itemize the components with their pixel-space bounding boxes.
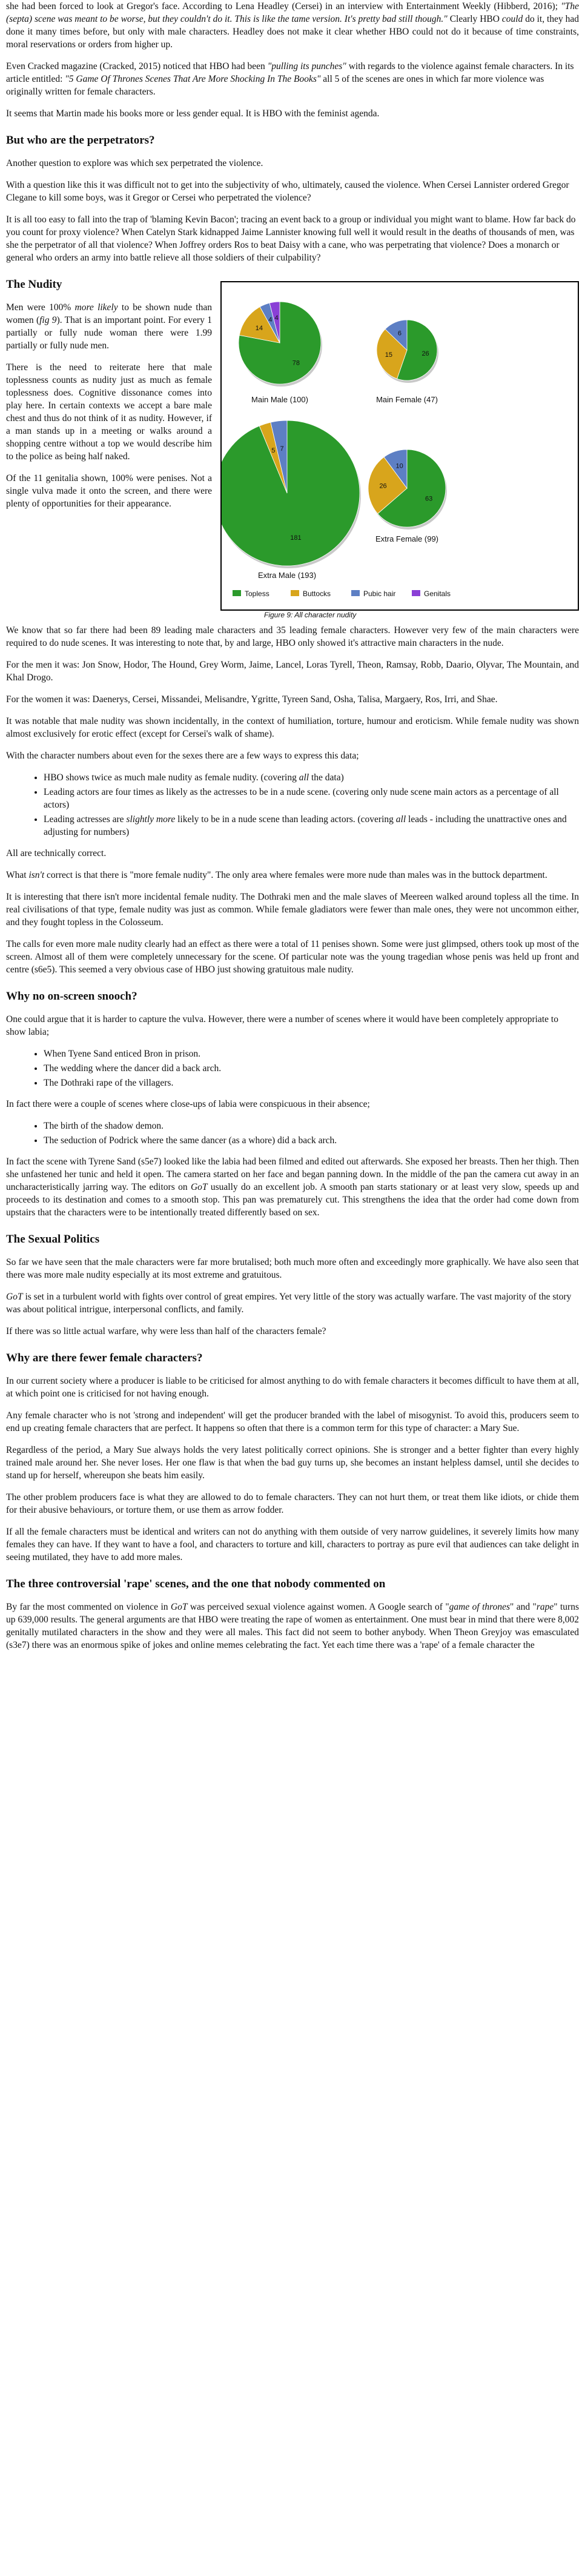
nudity-section [6,277,579,619]
section-heading: But who are the perpetrators? [6,134,155,147]
paragraph: If there was so little actual warfare, why were less than half of the characters female? [6,1326,326,1336]
text: with regards to the violence against female characters. In its article entitled: [6,61,574,84]
paragraph: Regardless of the period, a Mary Sue always holds the very latest politically correct opinions. She is stronger and a better fighter than every highly trained male around her. She never loses. Her one flaw is that when the bad guy turns up, she becomes an instant helpless damsel, until she decides to stand up for herself, whereupon she beats him easily. [6,1445,579,1481]
bullet-list [6,1120,579,1147]
section-heading: The three controversial 'rape' scenes, and the one that nobody commented on [6,1578,386,1590]
paragraph: Of the 11 genitalia shown, 100% were penises. Not a single vulva made it onto the screen, and there were plenty of opportunities for their appearance. [6,473,212,509]
article [6,0,579,1651]
text: to be shown nude than women ( [6,302,212,325]
legend-swatch [233,590,241,596]
emphasis: rape [536,1602,554,1612]
pie-value-label: 181 [290,534,302,542]
text: Even Cracked magazine (Cracked, 2015) noticed that HBO had been [6,61,268,71]
text: What [6,870,29,880]
paragraph: It is all too easy to fall into the trap of 'blaming Kevin Bacon'; tracing an event back to a group or individual you might want to blame. How far back do you count for proxy violence? When Catelyn Stark kidnapped Jaime Lannister knowing full well it would result in the deaths of thousands of men, was she the perpetrator of all that violence? When Joffrey orders Ros to beat Daisy with a cane, who was perpetrating that violence? Does a monarch or general who orders an army into battle relieve all those soldiers of their culpability? [6,214,576,263]
paragraph: One could argue that it is harder to capture the vulva. However, there were a number of scenes where it would have been completely appropriate to show labia; [6,1014,558,1037]
pie-value-label: 7 [280,445,284,453]
legend-swatch [412,590,420,596]
text: she had been forced to look at Gregor's face. According to Lena Headley (Cersei) in an interview with Entertainment Weekly (Hibberd, 2016); [6,1,561,12]
section-heading: Why are there fewer female characters? [6,1352,203,1364]
text: the data) [309,772,344,783]
paragraph [6,869,579,881]
text: Clearly HBO [447,14,502,24]
pie-value-label: 63 [425,495,433,503]
list-item: • The wedding where the dancer did a back arch. [44,1062,579,1075]
text: usually do an excellent job. A smooth pan starts stationary or at least very slow, speeds up and proceeds to its destination and comes to a smooth stop. This pan was prematurely cut. This strengthens the idea that the order had come down from upstairs that the characters were to be intentionally treated differently based on sex. [6,1182,579,1218]
legend-label: Pubic hair [363,589,396,598]
text: " turns up 639,000 results. The general arguments are that HBO were treating the rape of women as entertainment. One must bear in mind that there were 8,002 genitally mutilated characters in the show and they were all males. This fact did not seem to bother anybody. When Theon Greyjoy was emasculated (s3e7) there was an enormous spike of jokes and online memes celebrating the fact. Yet each time there was a 'rape' of a female character the [6,1602,579,1650]
pie-title: Main Male (100) [251,395,308,404]
pie-value-label: 78 [292,359,300,367]
text: is set in a turbulent world with fights over control of great empires. Yet very little of the story was actually warfare. The vast majority of the story was about political intrigue, interpersonal conflicts, and family. [6,1292,572,1315]
pie-value-label: 4 [268,316,273,324]
legend-label: Genitals [424,589,451,598]
quote: "pulling its punches" [267,61,346,71]
emphasis: game of thrones [449,1602,511,1612]
paragraph: There is the need to reiterate here that male toplessness counts as nudity just as much as female toplessness does. Cognitive dissonance comes into play here. In certain contexts we accept a bare male chest and thus do not think of it as nudity. However, if a man stands up in a meeting or walks around a shopping centre without a top we would describe him to the police as being half naked. [6,362,212,462]
emphasis: isn't [28,870,45,880]
list-item: • The seduction of Podrick where the same dancer (as a whore) did a back arch. [44,1134,579,1147]
article-title: "5 Game Of Thrones Scenes That Are More Shocking In The Books" [65,74,321,84]
text: In fact the scene with Tyrene Sand (s5e7) looked like the labia had been filmed and edited out afterwards. She exposed her breasts. Then her thigh. Then she unfastened her tunic and held it open. The camera started on her face and began panning down. In the middle of the pan the camera cut away in an uncharacteristically jarring way. The editors on [6,1157,579,1192]
paragraph: So far we have seen that the male characters were far more brutalised; both much more often and exceedingly more graphically. We have also seen that there was more male nudity especially at its most extreme and gratuitous. [6,1257,579,1280]
emphasis: could [501,14,523,24]
pie-charts [222,282,578,609]
text: ). That is an important point. For every 1 partially or fully nude woman there were 1.99 partially or fully nude men. [6,315,212,351]
emphasis: all [299,772,309,783]
paragraph: All are technically correct. [6,848,107,858]
quote: "The (septa) scene was meant to be worse, but they couldn't do it. This is like the tame version. It's pretty bad still though." [6,1,579,24]
paragraph: With the character numbers about even for the sexes there are a few ways to express this data; [6,751,359,761]
paragraph: If all the female characters must be identical and writers can not do anything with them outside of very narrow guidelines, it severely limits how many females they can have. If they want to have a fool, and characters to torture and kill, characters to portray as pure evil that audiences can take delight in seeing mutilated, they have to add more males. [6,1527,579,1562]
list-item: • When Tyene Sand enticed Bron in prison. [44,1047,579,1060]
text: do it, they had done it many times before, but only with male characters. Headley does not make it clear whether HBO could not do it because of time constraints, moral reservations or orders from higher up. [6,14,579,50]
figure-ref: fig 9 [39,315,57,325]
bullet-list [6,1047,579,1089]
paragraph [6,1155,579,1219]
section-heading: The Sexual Politics [6,1233,100,1246]
paragraph: Another question to explore was which sex perpetrated the violence. [6,158,263,168]
pie-value-label: 14 [255,325,263,333]
text: correct is that there is "more female nudity". The only area where females were more nude than males was in the buttock department. [44,870,547,880]
pie-value-label: 26 [421,350,429,358]
emphasis: GoT [6,1292,23,1302]
pie-value-label: 10 [395,462,403,470]
paragraph: Any female character who is not 'strong and independent' will get the producer branded with the label of misogynist. To avoid this, producers seem to end up creating female characters that are perfect. It happens so often that there is a common term for this type of character: a Mary Sue. [6,1410,579,1433]
text: HBO shows twice as much male nudity as female nudity. (covering [44,772,299,783]
section-heading: Why no on-screen snooch? [6,990,137,1003]
pie-value-label: 5 [271,447,276,455]
paragraph: For the men it was: Jon Snow, Hodor, The Hound, Grey Worm, Jaime, Lancel, Loras Tyrell, Theon, Ramsay, Robb, Daario, Olyvar, The Mountain, and Khal Drogo. [6,660,579,683]
bullet-list [6,771,579,838]
figure-9 [220,281,579,619]
paragraph [6,1601,579,1651]
list-item [44,813,579,838]
paragraph: The calls for even more male nudity clearly had an effect as there were a total of 11 penises shown. Some were just glimpsed, others took up most of the screen. Almost all of them were completely unnecessary for the scene. Of particular note was the young tragedian whose penis was held up front and centre (s6e5). This seemed a very obvious case of HBO just showing gratuitous male nudity. [6,939,579,975]
text: leads - including the unattractive ones and adjusting for numbers) [44,814,567,837]
paragraph: For the women it was: Daenerys, Cersei, Missandei, Melisandre, Ygritte, Tyreen Sand, Osha, Talisa, Margaery, Ros, Irri, and Shae. [6,694,498,705]
pie-value-label: 26 [379,482,387,490]
emphasis: GoT [170,1602,188,1612]
legend-swatch [351,590,360,596]
pie-title: Main Female (47) [376,395,438,404]
text: Leading actresses are [44,814,127,825]
section-heading: The Nudity [6,278,62,291]
list-item [44,771,579,784]
list-item: • The birth of the shadow demon. [44,1120,579,1132]
paragraph [6,0,579,51]
text: was perceived sexual violence against women. A Google search of " [187,1602,449,1612]
paragraph: The other problem producers face is what they are allowed to do to female characters. They can not hurt them, or treat them like idiots, or chide them for their abusive behaviours, or torture them, or use them as arrow fodder. [6,1492,579,1515]
pie-title: Extra Male (193) [257,571,317,580]
text: " and " [510,1602,537,1612]
pie-title: Extra Female (99) [375,534,439,543]
text: By far the most commented on violence in [6,1602,171,1612]
paragraph: It is interesting that there isn't more incidental female nudity. The Dothraki men and the male slaves of Meereen walked around topless all the time. In real civilisations of that type, female nudity was just as common. While female gladiators were fewer than male ones, they were not uncommon either, and they fought topless in the Colosseum. [6,892,579,928]
paragraph [6,1290,579,1316]
text: all 5 of the scenes are ones in which far more violence was originally written for female characters. [6,74,544,97]
figure-caption: Figure 9: All character nudity [264,611,357,619]
text: likely to be in a nude scene than leading actors. (covering [175,814,396,825]
paragraph: In our current society where a producer is liable to be criticised for almost anything to do with female characters it becomes difficult to have them at all, at which point one is criticised for not having enough. [6,1376,579,1399]
pie-value-label: 4 [274,314,279,322]
emphasis: more likely [74,302,118,313]
pie-slice-topless [222,420,360,566]
paragraph: With a question like this it was difficult not to get into the subjectivity of who, ultimately, caused the violence. When Cersei Lannister ordered Gregor Clegane to kill some boys, was it Gregor or Cersei who perpetrated the violence? [6,180,569,203]
list-item: • Leading actors are four times as likely as the actresses to be in a nude scene. (covering only nude scene main actors as a percentage of all actors) [44,786,579,811]
legend-label: Buttocks [303,589,331,598]
pie-value-label: 6 [397,330,402,337]
paragraph: We know that so far there had been 89 leading male characters and 35 leading female characters. However very few of the main characters were required to do nude scenes. It was interesting to note that, by and large, HBO only showed it's attractive main characters in the nude. [6,625,579,648]
paragraph [6,60,579,98]
emphasis: slightly more [126,814,176,825]
list-item: • The Dothraki rape of the villagers. [44,1077,579,1089]
emphasis: all [395,814,406,825]
paragraph: In fact there were a couple of scenes where close-ups of labia were conspicuous in their absence; [6,1099,370,1109]
paragraph: It was notable that male nudity was shown incidentally, in the context of humiliation, torture, humour and eroticism. While female nudity was shown almost exclusively for erotic effect (except for Cersei's walk of shame). [6,716,579,739]
paragraph: It seems that Martin made his books more or less gender equal. It is HBO with the feminist agenda. [6,108,380,119]
text: Men were 100% [6,302,75,313]
legend-swatch [291,590,299,596]
pie-value-label: 15 [385,351,392,359]
legend-label: Topless [245,589,269,598]
emphasis: GoT [190,1182,208,1192]
